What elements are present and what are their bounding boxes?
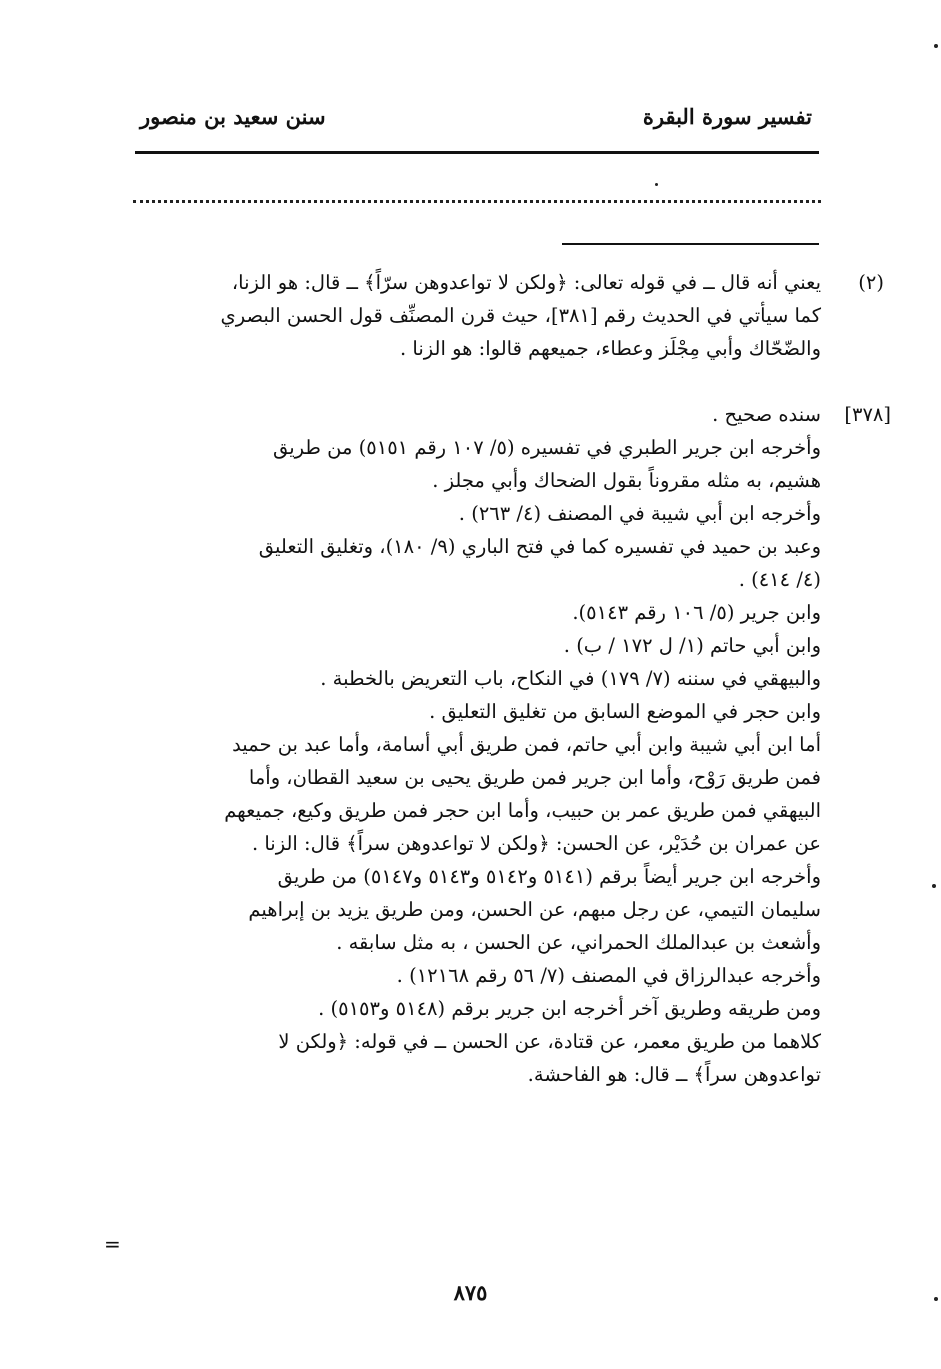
entry-line: وابن جرير (٥/ ١٠٦ رقم ٥١٤٣). bbox=[572, 601, 821, 624]
entry-line: تواعدوهن سراً﴾ ــ قال: هو الفاحشة. bbox=[527, 1063, 821, 1086]
footnote-line: كما سيأتي في الحديث رقم [٣٨١]، حيث قرن المصنِّف قول الحسن البصري bbox=[220, 304, 821, 327]
entry-line: (٤/ ٤١٤) . bbox=[738, 568, 821, 591]
entry-line: عن عمران بن حُدَيْر، عن الحسن: ﴿ولكن لا تواعدوهن سراً﴾ قال: الزنا . bbox=[251, 832, 821, 855]
entry-line: سليمان التيمي، عن رجل مبهم، عن الحسن، ومن طريق يزيد بن إبراهيم bbox=[248, 898, 821, 921]
entry-line: سنده صحيح . bbox=[712, 403, 821, 426]
entry-line: وأخرجه ابن أبي شيبة في المصنف (٤/ ٢٦٣) . bbox=[458, 502, 821, 525]
entry-line: وابن حجر في الموضع السابق من تغليق التعليق . bbox=[429, 700, 821, 723]
footnote-rule bbox=[562, 243, 819, 245]
footnote-line: والضّحّاك وأبي مِجْلَز وعطاء، جميعهم قالوا: هو الزنا . bbox=[400, 337, 821, 360]
entry-line: والبيهقي في سننه (٧/ ١٧٩) في النكاح، باب التعريض بالخطبة . bbox=[320, 667, 821, 690]
running-header bbox=[130, 104, 820, 144]
entry-marker: [٣٧٨] bbox=[844, 403, 891, 426]
entry-line: فمن طريق رَوْح، وأما ابن جرير فمن طريق يحيى بن سعيد القطان، وأما bbox=[248, 766, 821, 789]
binding-mark bbox=[934, 1297, 938, 1301]
entry-line: البيهقي فمن طريق عمر بن حبيب، وأما ابن حجر فمن طريق وكيع، جميعهم bbox=[224, 799, 821, 822]
header-book-title: سنن سعيد بن منصور bbox=[140, 104, 326, 129]
entry-line: وأخرجه ابن جرير الطبري في تفسيره (٥/ ١٠٧ رقم ٥١٥١) من طريق bbox=[272, 436, 821, 459]
binding-mark bbox=[934, 44, 938, 48]
page-number: ٨٧٥ bbox=[453, 1280, 488, 1305]
header-surah-title: تفسير سورة البقرة bbox=[642, 104, 812, 129]
entry-line: وعبد بن حميد في تفسيره كما في فتح الباري (٩/ ١٨٠)، وتغليق التعليق bbox=[258, 535, 821, 558]
entry-line: وأخرجه عبدالرزاق في المصنف (٧/ ٥٦ رقم ١٢١٦٨) . bbox=[396, 964, 821, 987]
footnote-marker: (٢) bbox=[858, 271, 884, 294]
entry-line: أما ابن أبي شيبة وابن أبي حاتم، فمن طريق أبي أسامة، وأما عبد بن حميد bbox=[232, 733, 821, 756]
entry-line: وأخرجه ابن جرير أيضاً برقم (٥١٤١ و٥١٤٢ و٥١٤٣ و٥١٤٧) من طريق bbox=[277, 865, 821, 888]
entry-line: هشيم، به مثله مقروناً بقول الضحاك وأبي مجلز . bbox=[432, 469, 821, 492]
dotted-separator bbox=[133, 200, 821, 203]
entry-line: وابن أبي حاتم (١/ ل ١٧٢ / ب) . bbox=[563, 634, 821, 657]
entry-line: وأشعث بن عبدالملك الحمراني، عن الحسن ، به مثل سابقه . bbox=[336, 931, 821, 954]
footnote-block bbox=[129, 266, 884, 365]
binding-mark bbox=[932, 884, 936, 888]
footnote-line: يعني أنه قال ــ في قوله تعالى: ﴿ولكن لا تواعدوهن سرّاً﴾ ــ قال: هو الزنا، bbox=[231, 271, 821, 294]
paper-speck bbox=[655, 183, 658, 186]
entry-line: كلاهما من طريق معمر، عن قتادة، عن الحسن ــ في قوله: ﴿ولكن لا bbox=[278, 1030, 821, 1053]
header-rule bbox=[135, 151, 819, 154]
entry-block bbox=[129, 398, 891, 1091]
entry-line: ومن طريقه وطريق آخر أخرجه ابن جرير برقم (٥١٤٨ و٥١٥٣) . bbox=[318, 997, 821, 1020]
continuation-mark: = bbox=[104, 1232, 121, 1256]
